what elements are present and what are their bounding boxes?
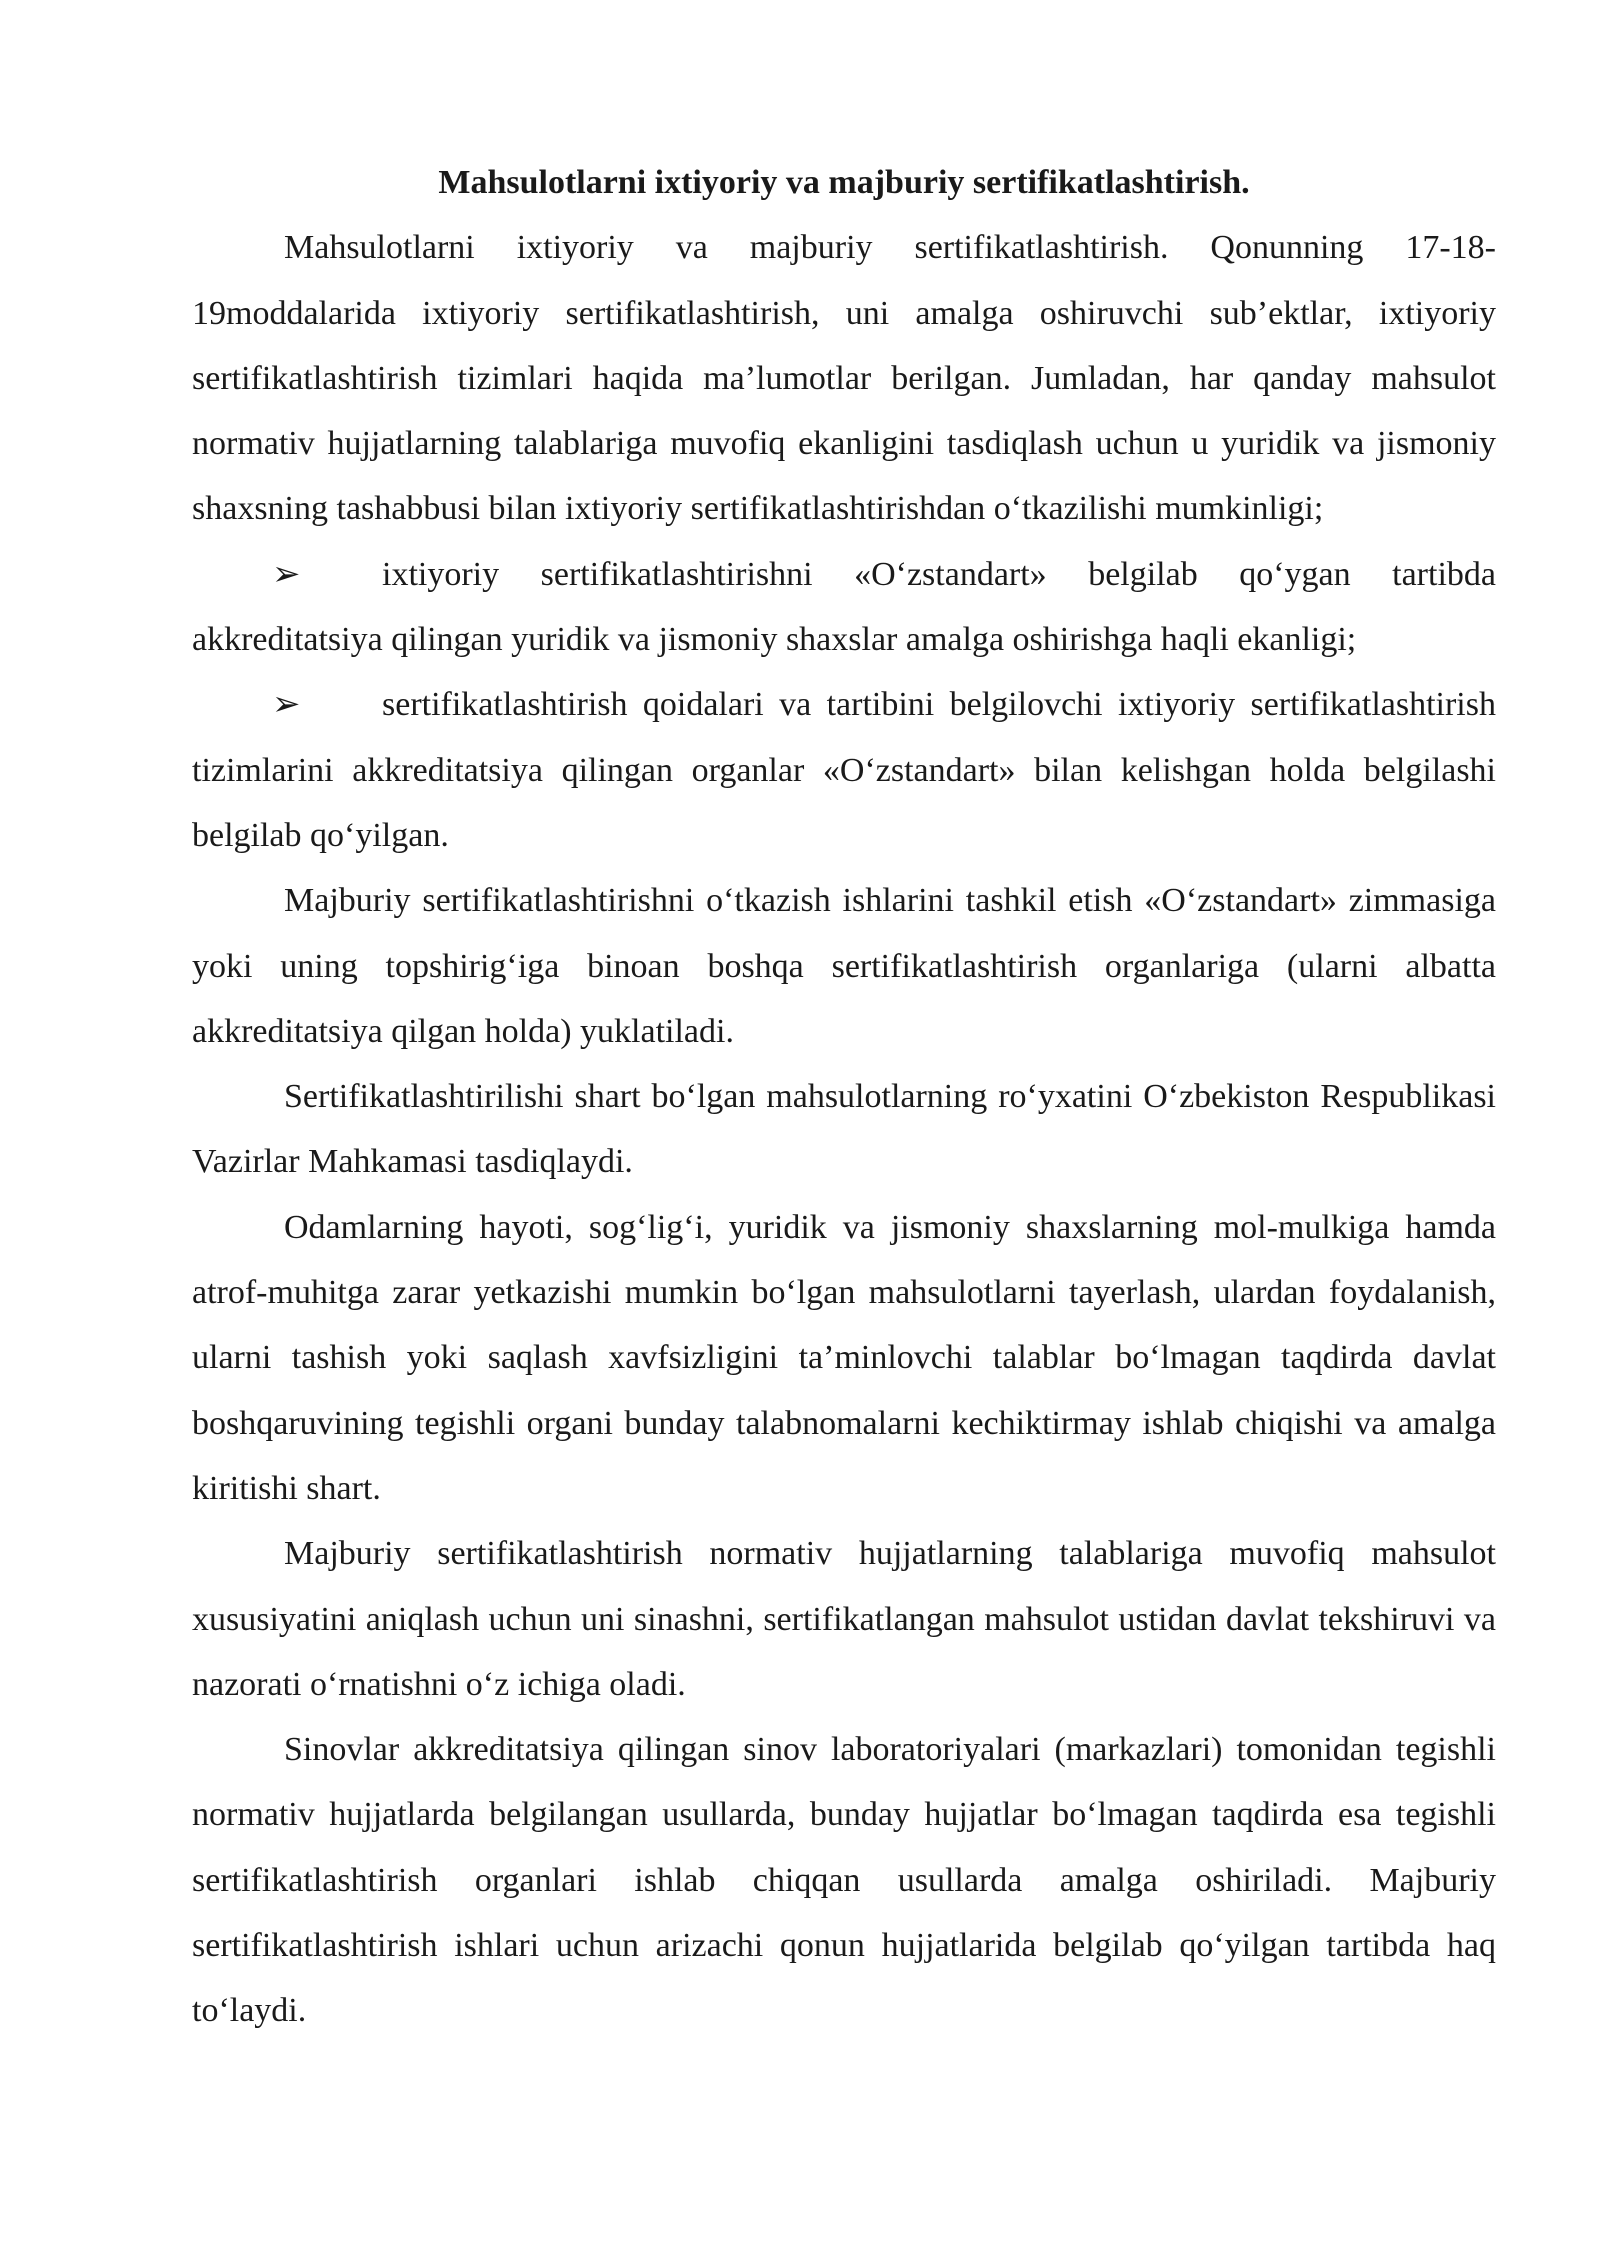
- arrow-bullet-icon: ➢: [272, 686, 301, 724]
- paragraph-safety-requirements: Odamlarning hayoti, sogʻligʻi, yuridik va jismoniy shaxslarning mol-mulkiga hamda atrof-muhitga zarar yetkazishi mumkin boʻlgan mahsulotlarni tayerlash, ulardan foydalanish, ularni tashish yoki saqlash xavfsizligini ta’minlovchi talablar boʻlmagan taqdirda davlat boshqaruvining tegishli organi bunday talabnomalarni kechiktirmay ishlab chiqishi va amalga kiritishi shart.: [192, 1208, 1496, 1507]
- bullet-item-text: ixtiyoriy sertifikatlashtirishni «Oʻzstandart» belgilab qoʻygan tartibda akkreditatsiya qilingan yuridik va jismoniy shaxslar amalga oshirishga haqli ekanligi;: [192, 555, 1496, 659]
- paragraph-mandatory-organization: Majburiy sertifikatlashtirishni oʻtkazish ishlarini tashkil etish «Oʻzstandart» zimmasiga yoki uning topshirigʻiga binoan boshqa sertifikatlashtirish organlariga (ularni albatta akkreditatsiya qilgan holda) yuklatiladi.: [192, 882, 1496, 1050]
- arrow-bullet-icon: ➢: [272, 555, 301, 593]
- paragraph-intro: Mahsulotlarni ixtiyoriy va majburiy sertifikatlashtirish. Qonunning 17-18-19moddalarida ixtiyoriy sertifikatlashtirish, uni amalga oshiruvchi sub’ektlar, ixtiyoriy sertifikatlashtirish tizimlari haqida ma’lumotlar berilgan. Jumladan, har qanday mahsulot normativ hujjatlarning talablariga muvofiq ekanligini tasdiqlash uchun u yuridik va jismoniy shaxsning tashabbusi bilan ixtiyoriy sertifikatlashtirishdan oʻtkazilishi mumkinligi;: [192, 229, 1496, 528]
- paragraph-mandatory-scope: Majburiy sertifikatlashtirish normativ hujjatlarning talablariga muvofiq mahsulot xususiyatini aniqlash uchun uni sinashni, sertifikatlangan mahsulot ustidan davlat tekshiruvi va nazorati oʻrnatishni oʻz ichiga oladi.: [192, 1535, 1496, 1703]
- paragraph-product-list: Sertifikatlashtirilishi shart boʻlgan mahsulotlarning roʻyxatini Oʻzbekiston Respublikasi Vazirlar Mahkamasi tasdiqlaydi.: [192, 1078, 1496, 1181]
- paragraph-testing: Sinovlar akkreditatsiya qilingan sinov laboratoriyalari (markazlari) tomonidan tegishli normativ hujjatlarda belgilangan usullarda, bunday hujjatlar boʻlmagan taqdirda esa tegishli sertifikatlashtirish organlari ishlab chiqqan usullarda amalga oshiriladi. Majburiy sertifikatlashtirish ishlari uchun arizachi qonun hujjatlarida belgilab qoʻyilgan tartibda haq toʻlaydi.: [192, 1731, 1496, 2030]
- document-page: [192, 150, 1496, 2044]
- bullet-item-text: sertifikatlashtirish qoidalari va tartibini belgilovchi ixtiyoriy sertifikatlashtirish tizimlarini akkreditatsiya qilingan organlar «Oʻzstandart» bilan kelishgan holda belgilashi belgilab qoʻyilgan.: [192, 686, 1496, 854]
- document-title: Mahsulotlarni ixtiyoriy va majburiy sertifikatlashtirish.: [438, 164, 1250, 201]
- bullet-item-2: [192, 672, 1496, 868]
- bullet-item-1: [192, 542, 1496, 673]
